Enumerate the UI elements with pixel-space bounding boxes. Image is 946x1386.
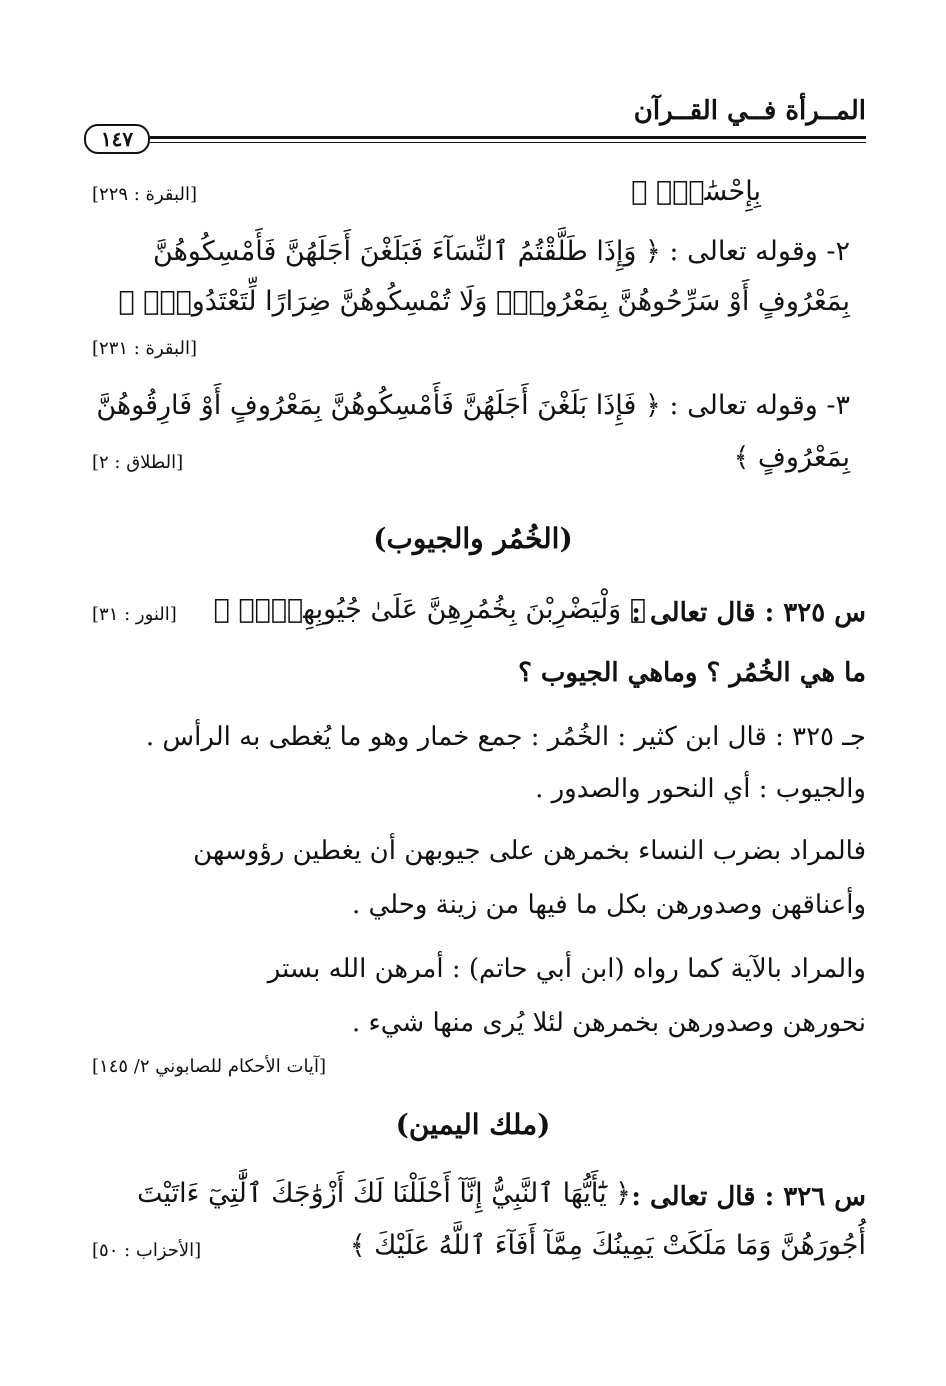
verse-reference: [الطلاق : ٢] — [92, 452, 184, 473]
question-verse-line2: أُجُورَهُنَّ وَمَا مَلَكَتْ يَمِينُكَ مِمَّآ أَفَآءَ ٱللَّهُ عَلَيْكَ ﴾ — [349, 1230, 866, 1261]
verse-continuation: بِإِحْسَٰنٍۗ ﴾ — [631, 176, 761, 207]
running-header-title: المــرأة فــي القــرآن — [633, 96, 866, 126]
header-rule-thin — [150, 142, 866, 143]
section-title: (الخُمُر والجيوب) — [373, 522, 573, 555]
verse-reference: [البقرة : ٢٢٩] — [92, 184, 197, 205]
question-verse: ﴿ وَلْيَضْرِبْنَ بِخُمُرِهِنَّ عَلَىٰ جُيُوبِهِنَّۖ ﴾ — [213, 594, 646, 625]
question-line2: ما هي الخُمُر ؟ وماهي الجيوب ؟ — [518, 658, 866, 688]
verse-item-2-line1: ٢- وقوله تعالى : ﴿ وَإِذَا طَلَّقْتُمُ ٱلنِّسَآءَ فَبَلَغْنَ أَجَلَهُنَّ فَأَمْسِكُوهُنَّ — [153, 236, 850, 267]
paragraph-line: نحورهن وصدورهن بخمرهن لئلا يُرى منها شيء . — [352, 1008, 866, 1038]
verse-reference: [البقرة : ٢٣١] — [92, 338, 197, 359]
paragraph-line: والمراد بالآية كما رواه (ابن أبي حاتم) : أمرهن الله بستر — [267, 954, 866, 984]
verse-item-3-line2: بِمَعْرُوفٍ ﴾ — [733, 442, 850, 473]
verse-item-3-line1: ٣- وقوله تعالى : ﴿ فَإِذَا بَلَغْنَ أَجَلَهُنَّ فَأَمْسِكُوهُنَّ بِمَعْرُوفٍ أَوْ فَارِقُوهُنَّ — [96, 390, 850, 421]
source-reference: [آيات الأحكام للصابوني ٢/ ١٤٥] — [92, 1056, 326, 1077]
verse-item-2-line2: بِمَعْرُوفٍ أَوْ سَرِّحُوهُنَّ بِمَعْرُوفٍۚ وَلَا تُمْسِكُوهُنَّ ضِرَارًا لِّتَعْتَدُواْۚ ﴾ — [118, 286, 850, 317]
question-verse: ﴿ يَٰٓأَيُّهَا ٱلنَّبِيُّ إِنَّآ أَحْلَلْنَا لَكَ أَزْوَٰجَكَ ٱلَّٰتِيٓ ءَاتَيْتَ — [136, 1178, 631, 1209]
section-title: (ملك اليمين) — [395, 1108, 551, 1141]
paragraph-line: وأعناقهن وصدورهن بكل ما فيها من زينة وحلي . — [351, 890, 866, 920]
verse-reference: [الأحزاب : ٥٠] — [92, 1240, 202, 1261]
header-rule — [150, 136, 866, 139]
question-label: س ٣٢٦ : قال تعالى : — [631, 1182, 866, 1212]
paragraph-line: فالمراد بضرب النساء بخمرهن على جيوبهن أن يغطين رؤوسهن — [193, 836, 866, 866]
page-number: ١٤٧ — [84, 124, 150, 154]
verse-reference: [النور : ٣١] — [92, 604, 177, 625]
answer-line2: والجيوب : أي النحور والصدور . — [535, 774, 866, 804]
answer-line1: جـ ٣٢٥ : قال ابن كثير : الخُمُر : جمع خمار وهو ما يُغطى به الرأس . — [145, 722, 866, 752]
question-label: س ٣٢٥ : قال تعالى : — [631, 598, 866, 628]
